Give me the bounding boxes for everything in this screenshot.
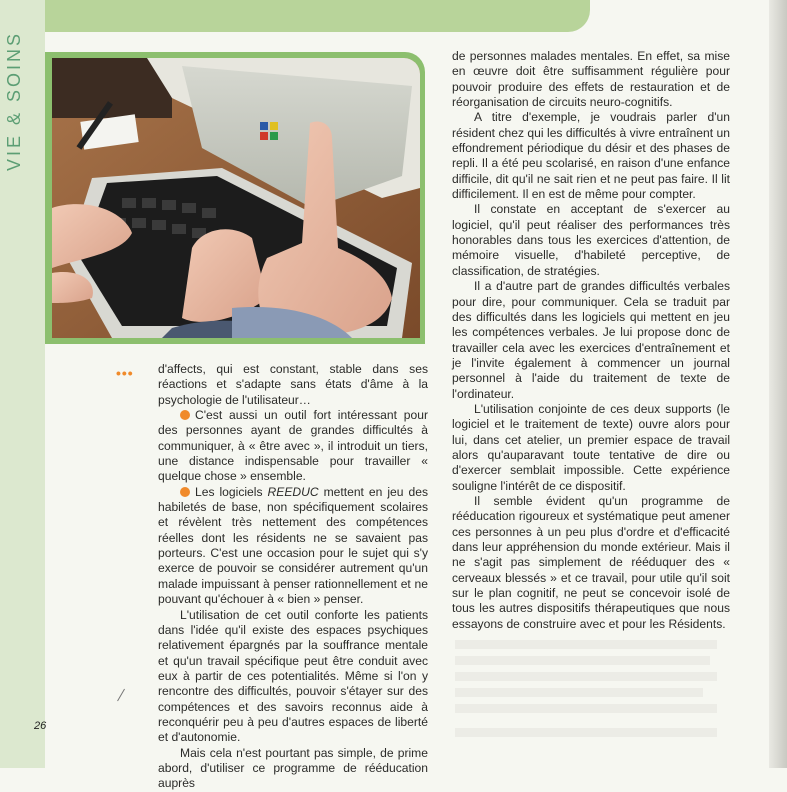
keyboard-photo <box>52 58 420 338</box>
show-through-text <box>455 656 710 665</box>
paragraph: d'affects, qui est constant, stable dans ses réactions et s'adapte sans états d'âme à la psychologie de l'utilisateur… <box>158 362 428 407</box>
bullet-dot-icon <box>180 410 190 420</box>
paragraph: Mais cela n'est pourtant pas simple, de prime abord, d'utiliser ce programme de rééducation auprès <box>158 745 428 791</box>
software-name: REEDUC <box>267 484 319 499</box>
left-text-column <box>158 362 428 792</box>
paragraph: Il constate en acceptant de s'exercer au logiciel, qu'il peut réaliser des performances très honorables dans tous les exercices d'attention, de mémoire visuelle, d'habileté perceptive, de classification, de stratégies. <box>452 202 730 278</box>
page-binding-edge <box>769 0 787 768</box>
top-color-band <box>0 0 590 32</box>
show-through-text <box>455 672 717 681</box>
paragraph: Il a d'autre part de grandes difficultés verbales pour dire, pour communiquer. Cela se traduit par des difficultés dans les logiciels qui mettent en jeu les compétences verbales. Je lui propose donc de travailler cela avec les exercices d'entraînement et je l'invite également à commencer un journal personnel à l'aide du traitement de texte de l'ordinateur. <box>452 279 730 401</box>
paragraph: A titre d'exemple, je voudrais parler d'un résident chez qui les difficultés à vivre entraînent un effondrement périodique du désir et des phases de repli. Il a été peu scolarisé, en raison d'une enfance difficile, dit qu'il ne sait rien et ne peut pas faire. Il lit difficilement. Il en est de même pour compter. <box>452 110 730 202</box>
paragraph: L'utilisation conjointe de ces deux supports (le logiciel et le traitement de texte) ouvre alors pour lui, dans cet atelier, un premier espace de travail alors qu'auparavant toute tentative de dire ou d'exercer semblait impossible. Cette expérience souligne l'intérêt de ce dispositif. <box>452 401 730 493</box>
paragraph: Il semble évident qu'un programme de rééducation rigoureux et systématique peut amener ces personnes à un peu plus d'ordre et d'efficacité dans leur appréhension du monde extérieur. Mais il ne s'agit pas simplement de rééduquer des « cerveaux blessés » et ce travail, pour utile qu'il soit sur le plan cognitif, ne peut se concevoir isolé de tous les autres dispositifs thérapeutiques que nous essayons de construire avec et pour les Résidents. <box>452 493 730 631</box>
paragraph: de personnes malades mentales. En effet, sa mise en œuvre doit être suffisamment régulière pour pouvoir produire des effets de restauration et de réorganisation de circuits neuro-cognitifs. <box>452 49 730 110</box>
bullet-dot-icon <box>180 487 190 497</box>
paragraph-bullet: C'est aussi un outil fort intéressant pour des personnes ayant de grandes difficultés à communiquer, à « être avec », il introduit un tiers, une distance indispensable pour travailler « quelque chose » ensemble. <box>158 408 428 484</box>
pencil-mark-icon <box>117 689 132 706</box>
show-through-text <box>455 728 717 737</box>
paragraph-bullet: Les logiciels REEDUC mettent en jeu des habiletés de base, non spécifiquement scolaires et révèlent très nettement des compétences réelles dont les résidents ne se savaient pas porteurs. C'est une occasion pour le sujet qui s'y exerce de pouvoir se considérer autrement qu'un malade impuissant à penser rationnellement et ne pouvant qu'échouer à « bien » penser. <box>158 484 428 607</box>
section-title: VIE & SOINS <box>4 30 24 172</box>
paragraph: L'utilisation de cet outil conforte les patients dans l'idée qu'il existe des espaces psychiques relativement épargnés par la souffrance mentale et qu'un travail spécifique peut être conduit avec eux à partir de ces potentialités. Même si l'on y rencontre des difficultés, pouvoir s'étayer sur des compétences et des savoirs reconnus aide à reconquérir peu à peu d'autres espaces de liberté et d'autonomie. <box>158 607 428 745</box>
show-through-text <box>455 640 717 649</box>
show-through-text <box>455 688 703 697</box>
page-number: 26 <box>34 720 47 732</box>
show-through-text <box>455 704 717 713</box>
right-text-column <box>452 49 730 632</box>
continuation-dots-icon: ••• <box>116 365 134 381</box>
